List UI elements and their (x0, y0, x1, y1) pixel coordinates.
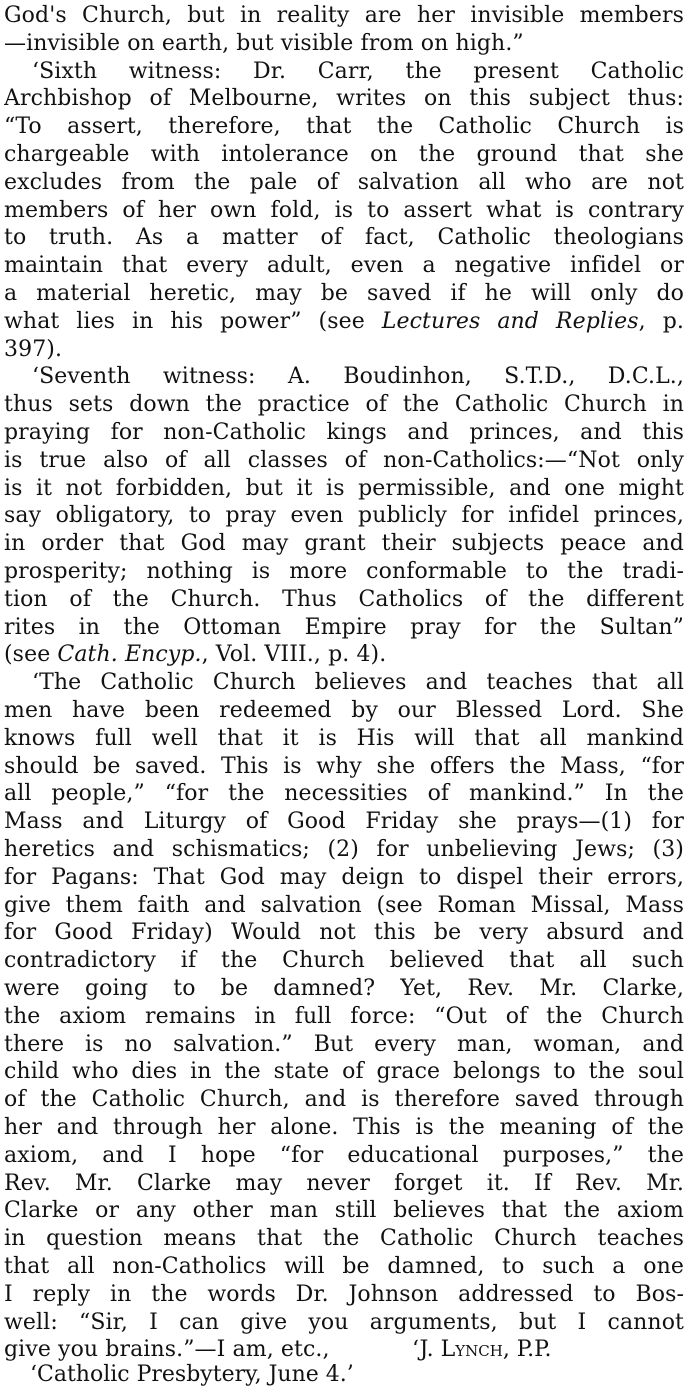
signature-open: ‘J. (412, 1337, 441, 1362)
line-text: well: “Sir, I can give you arguments, but I cannot (4, 1309, 684, 1335)
text-line (4, 1086, 684, 1113)
text-line (4, 224, 684, 251)
text-line (4, 85, 684, 112)
line-text: the axiom remains in full force: “Out of the Church (4, 1003, 684, 1029)
text-line (32, 669, 684, 696)
line-text: give them faith and salvation (see Roman Missal, Mass (4, 892, 684, 918)
text-line (4, 780, 684, 807)
line-text: ‘The Catholic Church believes and teaches that all (32, 670, 684, 696)
text-line (4, 169, 684, 196)
text-line (4, 558, 684, 585)
text-line (4, 808, 684, 835)
text-line (4, 947, 684, 974)
text-line (4, 1003, 684, 1030)
line-text: thus sets down the practice of the Catholic Church in (4, 392, 684, 418)
citation-title: Lectures and Replies (381, 308, 639, 334)
text-line (4, 892, 684, 919)
line-text: to truth. As a matter of fact, Catholic theologians (4, 225, 684, 251)
text-line (4, 475, 684, 502)
line-text: her and through her alone. This is the meaning of the (4, 1115, 684, 1140)
line-text: for Pagans: That God may deign to dispel their errors, (4, 864, 684, 890)
text-line (4, 197, 684, 224)
line-text: what lies in his power” (see (4, 308, 382, 334)
line-text: chargeable with intolerance on the ground that she (4, 142, 684, 167)
line-text: God's Church, but in reality are her invisible members (4, 3, 684, 28)
line-text: should be saved. This is why she offers the Mass, “for (4, 753, 684, 779)
text-line (4, 1170, 684, 1197)
text-line (4, 1197, 684, 1224)
line-text: heretics and schismatics; (2) for unbelieving Jews; (3) (4, 837, 684, 862)
line-text: were going to be damned? Yet, Rev. Mr. Clarke, (4, 976, 684, 1001)
text-line (4, 1225, 684, 1252)
text-line (4, 975, 684, 1002)
closing-line: ‘Catholic Presbytery, June 4.’ (30, 1362, 354, 1387)
line-text: give you brains.”—I am, etc., (4, 1337, 330, 1363)
line-text: maintain that every adult, even a negative infidel or (4, 253, 684, 279)
line-text: contradictory if the Church believed that all such (4, 948, 684, 974)
line-text: of the Catholic Church, and is therefore saved through (4, 1087, 684, 1113)
text-line (4, 586, 684, 613)
text-line (4, 1336, 684, 1363)
line-text: “To assert, therefore, that the Catholic Church is (4, 114, 684, 140)
line-text: child who dies in the state of grace belongs to the soul (4, 1059, 684, 1085)
line-text: Rev. Mr. Clarke may never forget it. If Rev. Mr. (4, 1170, 684, 1196)
line-text: in question means that the Catholic Church teaches (4, 1226, 684, 1252)
line-text: praying for non-Catholic kings and princes, and this (4, 420, 684, 445)
signature (412, 1336, 551, 1363)
line-text: Clarke or any other man still believes that the axiom (4, 1198, 684, 1224)
text-line (4, 1253, 684, 1280)
line-text: ‘Sixth witness: Dr. Carr, the present Catholic (32, 58, 684, 84)
text-line (4, 1031, 684, 1058)
line-text: Archbishop of Melbourne, writes on this subject thus: (4, 86, 684, 112)
line-text: axiom, and I hope “for educational purposes,” the (4, 1142, 684, 1168)
text-line (4, 919, 684, 946)
text-line (4, 530, 684, 557)
text-line (4, 30, 684, 57)
line-text: Mass and Liturgy of Good Friday she prays—(1) for (4, 809, 684, 835)
line-text: men have been redeemed by our Blessed Lord. She (4, 698, 684, 723)
line-text: all people,” “for the necessities of mankind.” In the (4, 781, 684, 807)
line-text: is it not forbidden, but it is permissible, and one might (4, 475, 684, 501)
citation-title: Cath. Encyp. (57, 642, 202, 668)
line-text: prosperity; nothing is more conformable to the tradi- (4, 559, 684, 584)
line-text: in order that God may grant their subjects peace and (4, 531, 684, 557)
line-text: —invisible on earth, but visible from on high.” (4, 30, 524, 56)
text-line (4, 864, 684, 891)
text-line (4, 1058, 684, 1085)
text-line (4, 1281, 684, 1308)
line-text: excludes from the pale of salvation all who are not (4, 169, 684, 195)
text-line (4, 308, 684, 335)
text-line (4, 697, 684, 724)
line-text: members of her own fold, is to assert what is contrary (4, 197, 684, 223)
text-line (4, 502, 684, 529)
line-text: ‘Seventh witness: A. Boudinhon, S.T.D., D.C.L., (32, 364, 684, 390)
text-line (4, 113, 684, 140)
text-line (4, 753, 684, 780)
text-line (4, 614, 684, 641)
text-line (4, 725, 684, 752)
text-line (4, 280, 684, 307)
signature-suffix: , P.P. (502, 1337, 552, 1362)
text-line (32, 363, 684, 390)
line-text: tion of the Church. Thus Catholics of the different (4, 586, 684, 612)
text-line (4, 447, 684, 474)
line-text: (see (4, 642, 58, 668)
text-line (4, 641, 684, 668)
text-line (4, 391, 684, 418)
signature-name: Lynch (440, 1337, 503, 1362)
line-text: there is no salvation.” But every man, woman, and (4, 1031, 684, 1057)
line-text: I reply in the words Dr. Johnson addressed to Bos- (4, 1281, 684, 1307)
line-text: rites in the Ottoman Empire pray for the Sultan” (4, 614, 684, 640)
line-text-after: , p. (638, 308, 684, 334)
text-line (4, 252, 684, 279)
line-text: for Good Friday) Would not this be very absurd and (4, 920, 684, 946)
line-text: a material heretic, may be saved if he will only do (4, 281, 684, 306)
line-text: say obligatory, to pray even publicly for infidel princes, (4, 503, 684, 529)
text-line (4, 336, 684, 363)
text-line (4, 836, 684, 863)
line-text: 397). (4, 336, 63, 362)
text-line (4, 2, 684, 29)
line-text: that all non-Catholics will be damned, to such a one (4, 1254, 684, 1279)
line-text-after: , Vol. VIII., p. 4). (201, 642, 387, 668)
line-text: is true also of all classes of non-Catholics:—“Not only (4, 447, 684, 473)
text-line (32, 58, 684, 85)
text-line (4, 1142, 684, 1169)
text-line (4, 141, 684, 168)
line-text: knows full well that it is His will that all mankind (4, 725, 684, 751)
text-line (4, 1309, 684, 1336)
text-line (4, 1114, 684, 1141)
text-line (4, 419, 684, 446)
